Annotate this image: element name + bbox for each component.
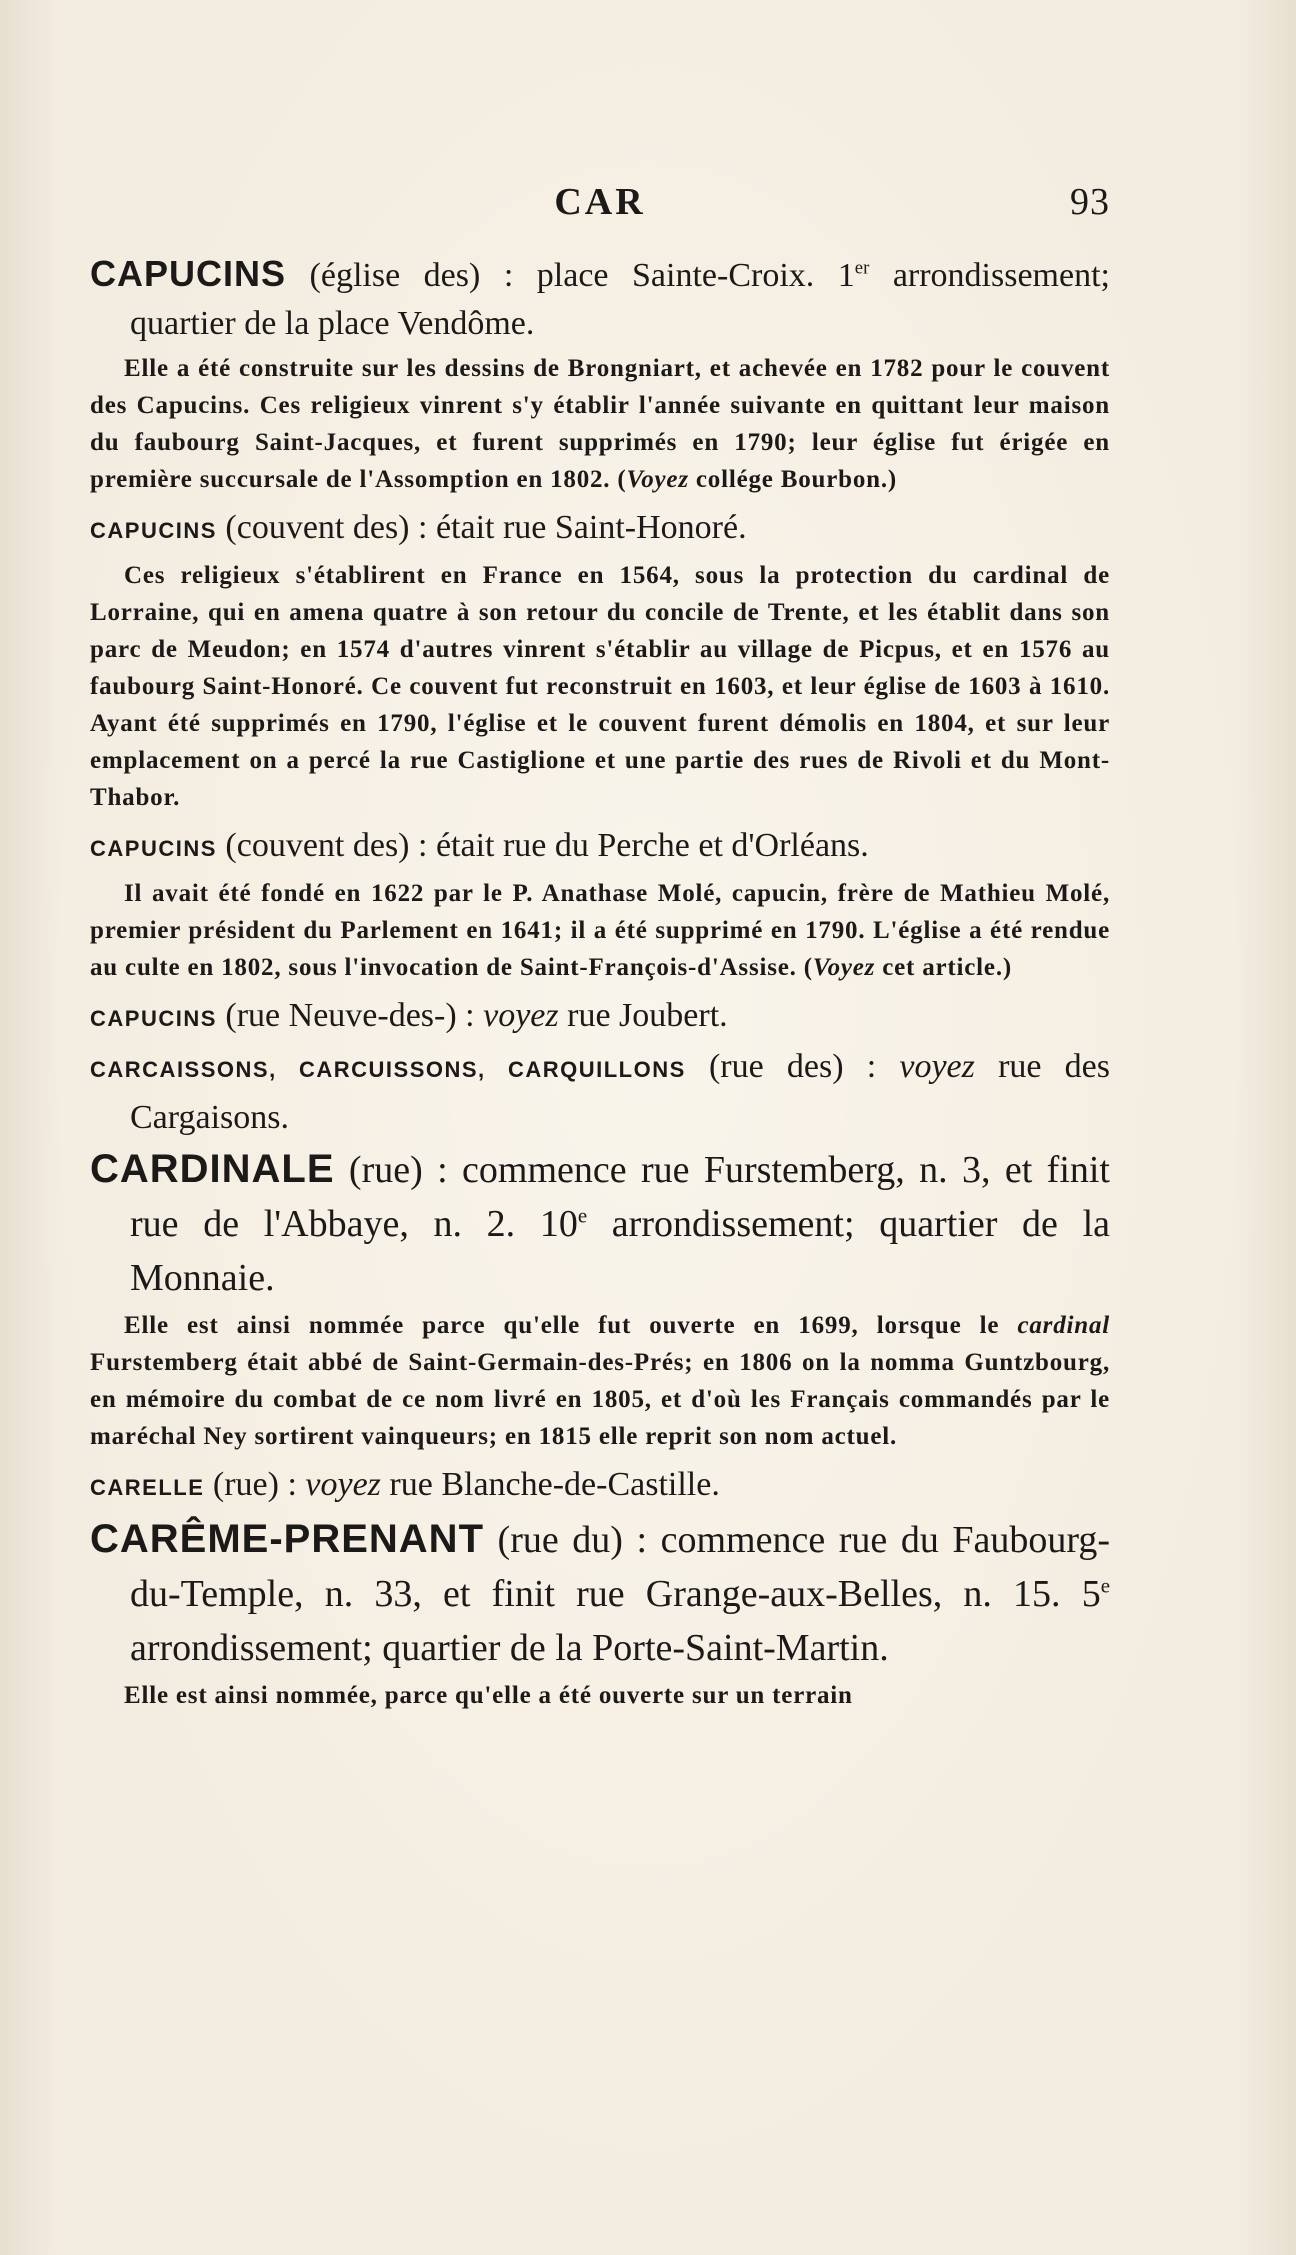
cross-reference-italic: Voyez <box>812 954 876 981</box>
cross-reference-italic: voyez <box>483 997 559 1034</box>
entry-heading-text: arrondissement; quartier de la Monnaie. <box>130 1203 1110 1299</box>
entry-body: Elle est ainsi nommée, parce qu'elle a été ouverte sur un terrain <box>124 1682 853 1709</box>
entry-heading-text: rue des Cargaisons. <box>130 1048 1110 1136</box>
entry-body-text: collége Bourbon.) <box>688 466 897 493</box>
entry-heading <box>90 250 1110 348</box>
dictionary-entry <box>90 1512 1110 1714</box>
ordinal-suffix: er <box>854 257 870 279</box>
entry-heading-text: (église des) : place Sainte-Croix. 1 <box>286 257 855 294</box>
cross-reference-italic: Voyez <box>626 466 689 493</box>
entry-body: Ces religieux s'établirent en France en 1564, sous la protection du cardinal de Lorraine, qui en amena quatre à son retour du concile de Trente, et les établit dans son parc de Meudon; en 1574 d'autres vinrent s'établir au village de Picpus, et en 1576 au faubourg Saint-Honoré. Ce couvent fut reconstruit en 1603, et leur église de 1603 à 1610. Ayant été supprimés en 1790, l'église et le couvent furent démolis en 1804, et sur leur emplacement on a percé la rue Castiglione et une partie des rues de Rivoli et du Mont-Thabor. <box>90 562 1110 811</box>
dictionary-entry <box>90 504 1110 816</box>
entry-heading-text: (rue du) : commence rue du Faubourg-du-Temple, n. 33, et finit rue Grange-aux-Belles, n. 15. 5 <box>130 1519 1110 1615</box>
entry-body-text: Elle a été construite sur les dessins de Brongniart, et achevée en 1782 pour le couvent des Capucins. Ces religieux vinrent s'y établir l'année suivante en quittant leur maison du faubourg Saint-Jacques, et furent supprimés en 1790; leur église fut érigée en première succursale de l'Assomption en 1802. ( <box>90 355 1110 493</box>
dictionary-entry <box>90 992 1110 1043</box>
entry-headword: CARCAISSONS, CARCUISSONS, CARQUILLONS <box>90 1057 686 1082</box>
dictionary-entry <box>90 1043 1110 1142</box>
entry-heading <box>90 992 1110 1043</box>
entry-headword: CARDINALE <box>90 1147 335 1191</box>
dictionary-entry <box>90 822 1110 986</box>
entry-headword: CAPUCINS <box>90 253 287 294</box>
entry-heading-text: arrondissement; quartier de la place Vendôme. <box>130 257 1110 342</box>
entry-headword: CARÊME-PRENANT <box>90 1517 484 1561</box>
entry-heading-text: (rue Neuve-des-) : <box>216 997 484 1034</box>
entry-headword: CAPUCINS <box>90 518 217 543</box>
entry-heading <box>90 1142 1110 1305</box>
ordinal-suffix: e <box>1100 1573 1110 1598</box>
entry-heading-text: (rue) : commence rue Furstemberg, n. 3, et finit rue de l'Abbaye, n. 2. 10 <box>130 1149 1110 1245</box>
entry-heading-text: rue Joubert. <box>558 997 728 1034</box>
entry-body-text: Furstemberg était abbé de Saint-Germain-des-Prés; en 1806 on la nomma Guntzbourg, en mémoire du combat de ce nom livré en 1805, et d'où les Français commandés par le maréchal Ney sortirent vainqueurs; en 1815 elle reprit son nom actuel. <box>90 1349 1110 1450</box>
entry-heading-text: arrondissement; quartier de la Porte-Saint-Martin. <box>130 1627 889 1669</box>
entry-heading <box>90 1043 1110 1142</box>
italic-word: cardinal <box>1017 1312 1110 1339</box>
page-number: 93 <box>1070 181 1110 223</box>
ordinal-suffix: e <box>577 1203 588 1228</box>
page-header <box>90 180 1110 230</box>
entry-body-text: Il avait été fondé en 1622 par le P. Anathase Molé, capucin, frère de Mathieu Molé, premier président du Parlement en 1641; il a été supprimé en 1790. L'église a été rendue au culte en 1802, sous l'invocation de Saint-François-d'Assise. ( <box>90 880 1110 981</box>
text-column <box>90 250 1110 1720</box>
dictionary-entry <box>90 1142 1110 1455</box>
entry-heading <box>90 1512 1110 1675</box>
entry-heading-text: (rue des) : <box>685 1048 900 1085</box>
entry-headword: CAPUCINS <box>90 836 217 861</box>
entry-heading <box>90 504 1110 555</box>
cross-reference-italic: voyez <box>305 1466 381 1503</box>
dictionary-entry <box>90 1461 1110 1512</box>
entry-heading-text: (couvent des) : était rue Saint-Honoré. <box>216 509 747 546</box>
dictionary-entry <box>90 250 1110 498</box>
entry-headword: CARELLE <box>90 1475 205 1500</box>
entry-body-text: cet article.) <box>875 954 1013 981</box>
entry-headword: CAPUCINS <box>90 1006 217 1031</box>
entry-heading-text: rue Blanche-de-Castille. <box>380 1466 720 1503</box>
entry-heading <box>90 1461 1110 1512</box>
entry-heading-text: (rue) : <box>204 1466 306 1503</box>
entry-heading <box>90 822 1110 873</box>
entry-body <box>90 875 1110 986</box>
running-head: CAR <box>554 181 646 223</box>
cross-reference-italic: voyez <box>899 1048 975 1085</box>
entry-heading-text: (couvent des) : était rue du Perche et d'Orléans. <box>216 827 869 864</box>
entry-body <box>90 1307 1110 1455</box>
entry-body <box>90 350 1110 498</box>
entry-body-text: Elle est ainsi nommée parce qu'elle fut ouverte en 1699, lorsque le <box>124 1312 1018 1339</box>
